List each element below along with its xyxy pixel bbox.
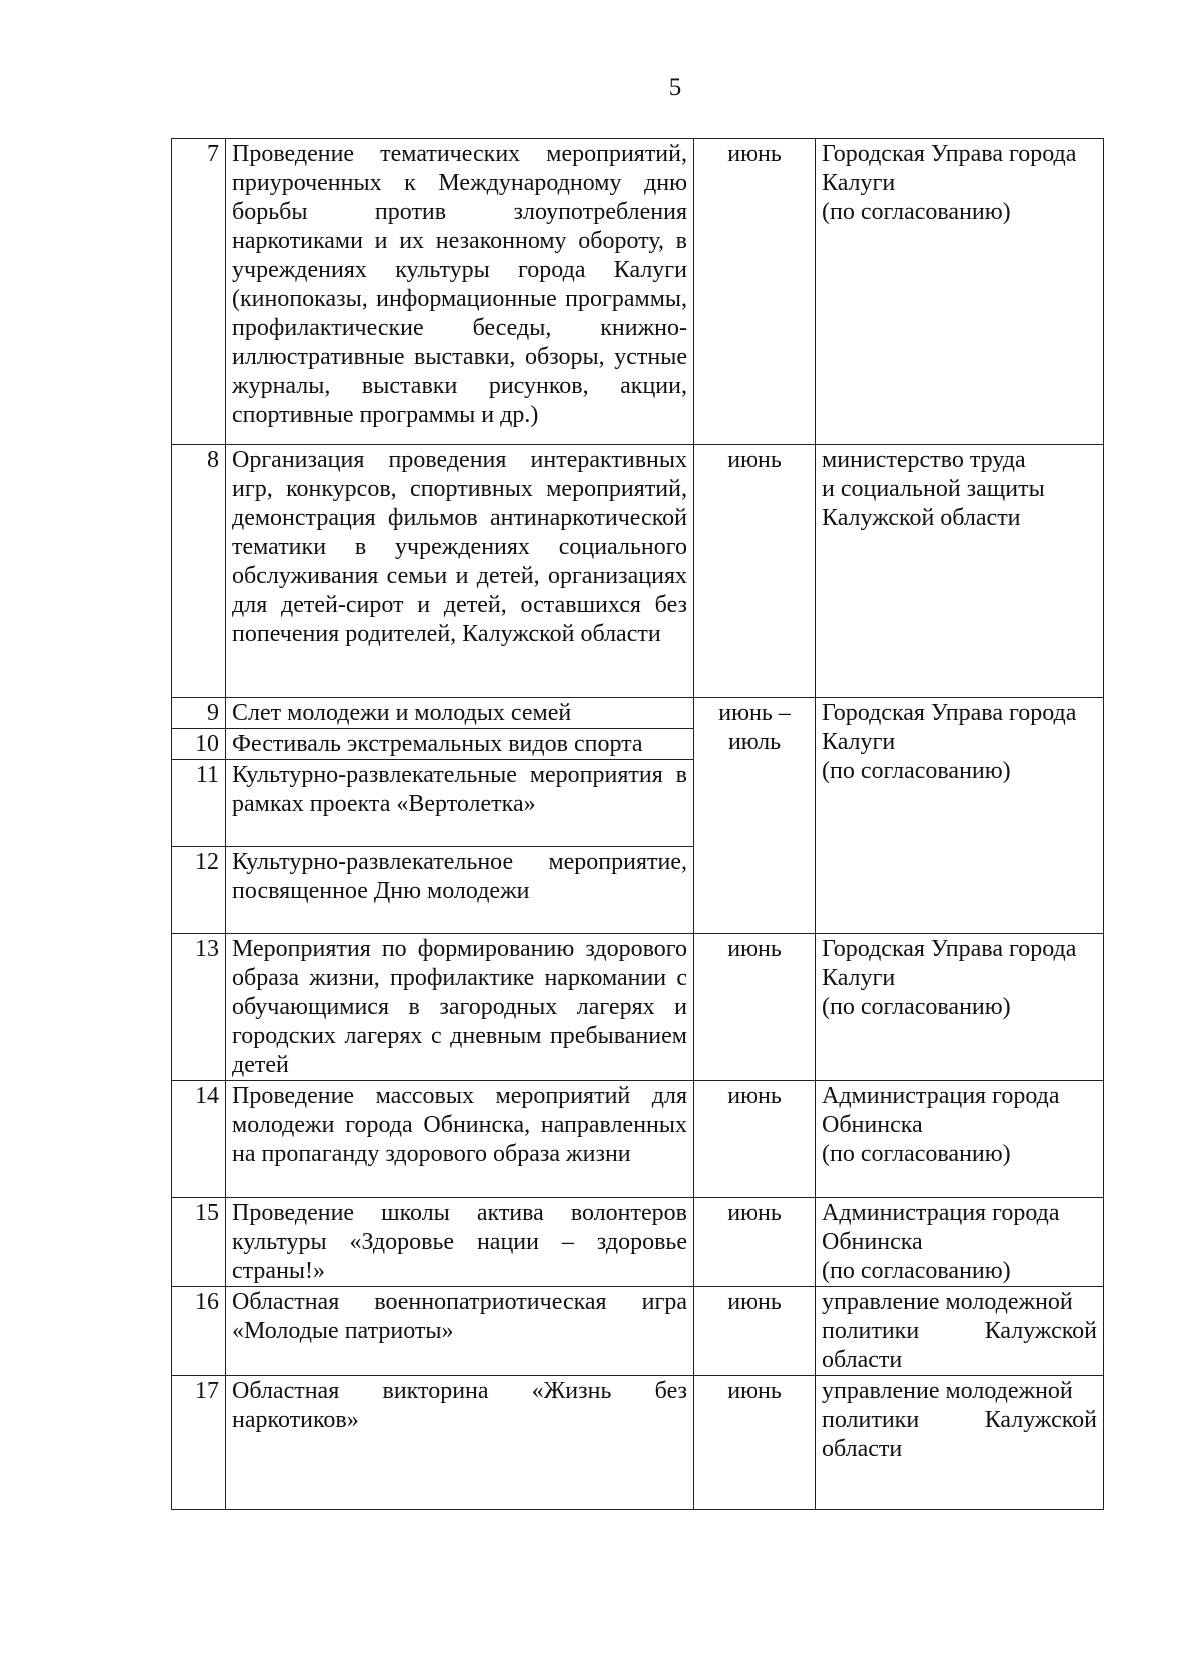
event-date: июнь <box>694 1287 816 1376</box>
event-description: Слет молодежи и молодых семей <box>226 698 694 729</box>
date-line: июнь – <box>718 700 791 726</box>
row-number: 7 <box>172 139 226 445</box>
row-number: 11 <box>172 760 226 847</box>
event-date: июнь <box>694 139 816 445</box>
org-line: Городская Управа города <box>822 141 1077 167</box>
org-line: (по согласованию) <box>822 1258 1011 1284</box>
event-description: Областная викторина «Жизнь без наркотиков» <box>226 1376 694 1510</box>
table-row <box>172 1376 1104 1510</box>
row-number: 8 <box>172 445 226 698</box>
org-line: области <box>822 1347 903 1373</box>
org-line: области <box>822 1436 903 1462</box>
responsible-organization <box>816 1081 1104 1198</box>
org-line: Калужской области <box>822 505 1021 531</box>
org-line: Обнинска <box>822 1112 923 1138</box>
org-line: (по согласованию) <box>822 1141 1011 1167</box>
event-date: июнь <box>694 445 816 698</box>
responsible-organization <box>816 445 1104 698</box>
page-number: 5 <box>668 74 682 101</box>
row-number: 9 <box>172 698 226 729</box>
event-description: Проведение тематических мероприятий, приуроченных к Международному дню борьбы против злоупотребления наркотиками и их незаконному обороту, в учреждениях культуры города Калуги (кинопоказы, информационные программы, профилактические беседы, книжно-иллюстративные выставки, обзоры, устные журналы, выставки рисунков, акции, спортивные программы и др.) <box>226 139 694 445</box>
event-description: Проведение массовых мероприятий для молодежи города Обнинска, направленных на пропаганду здорового образа жизни <box>226 1081 694 1198</box>
row-number: 12 <box>172 847 226 934</box>
row-number: 14 <box>172 1081 226 1198</box>
event-date: июнь <box>694 1081 816 1198</box>
org-line: Обнинска <box>822 1229 923 1255</box>
org-line: управление молодежной <box>822 1289 1073 1315</box>
table-row <box>172 139 1104 445</box>
table-row <box>172 1198 1104 1287</box>
table-row <box>172 1081 1104 1198</box>
event-description: Организация проведения интерактивных игр, конкурсов, спортивных мероприятий, демонстрация фильмов антинаркотической тематики в учреждениях социального обслуживания семьи и детей, организациях для детей-сирот и детей, оставшихся без попечения родителей, Калужской области <box>226 445 694 698</box>
row-number: 16 <box>172 1287 226 1376</box>
event-date: июнь <box>694 1376 816 1510</box>
events-plan-table <box>171 138 1104 1510</box>
org-line: Калуги <box>822 729 896 755</box>
date-line: июль <box>727 729 782 755</box>
responsible-organization <box>816 139 1104 445</box>
org-line: и социальной защиты <box>822 476 1045 502</box>
org-line: политики Калужской <box>822 1318 1097 1344</box>
row-number: 13 <box>172 934 226 1081</box>
org-line: Калуги <box>822 170 896 196</box>
event-date: июнь <box>694 934 816 1081</box>
org-line: Калуги <box>822 965 896 991</box>
event-description: Областная военнопатриотическая игра «Молодые патриоты» <box>226 1287 694 1376</box>
org-line: Городская Управа города <box>822 700 1077 726</box>
table-row <box>172 1287 1104 1376</box>
event-description: Мероприятия по формированию здорового образа жизни, профилактике наркомании с обучающимися в загородных лагерях и городских лагерях с дневным пребыванием детей <box>226 934 694 1081</box>
responsible-organization <box>816 1198 1104 1287</box>
row-number: 17 <box>172 1376 226 1510</box>
org-line: (по согласованию) <box>822 994 1011 1020</box>
event-description: Проведение школы актива волонтеров культуры «Здоровье нации – здоровье страны!» <box>226 1198 694 1287</box>
org-line: (по согласованию) <box>822 758 1011 784</box>
org-line: политики Калужской <box>822 1407 1097 1433</box>
org-line: министерство труда <box>822 447 1026 473</box>
event-date <box>694 698 816 934</box>
org-line: Администрация города <box>822 1083 1060 1109</box>
event-date: июнь <box>694 1198 816 1287</box>
org-line: (по согласованию) <box>822 199 1011 225</box>
responsible-organization <box>816 1376 1104 1510</box>
responsible-organization <box>816 1287 1104 1376</box>
org-line: управление молодежной <box>822 1378 1073 1404</box>
org-line: Администрация города <box>822 1200 1060 1226</box>
responsible-organization <box>816 934 1104 1081</box>
table-row <box>172 698 1104 729</box>
org-line: Городская Управа города <box>822 936 1077 962</box>
responsible-organization <box>816 698 1104 934</box>
event-description: Фестиваль экстремальных видов спорта <box>226 729 694 760</box>
row-number: 10 <box>172 729 226 760</box>
event-description: Культурно-развлекательные мероприятия в рамках проекта «Вертолетка» <box>226 760 694 847</box>
event-description: Культурно-развлекательное мероприятие, посвященное Дню молодежи <box>226 847 694 934</box>
table-row <box>172 934 1104 1081</box>
table-row <box>172 445 1104 698</box>
row-number: 15 <box>172 1198 226 1287</box>
